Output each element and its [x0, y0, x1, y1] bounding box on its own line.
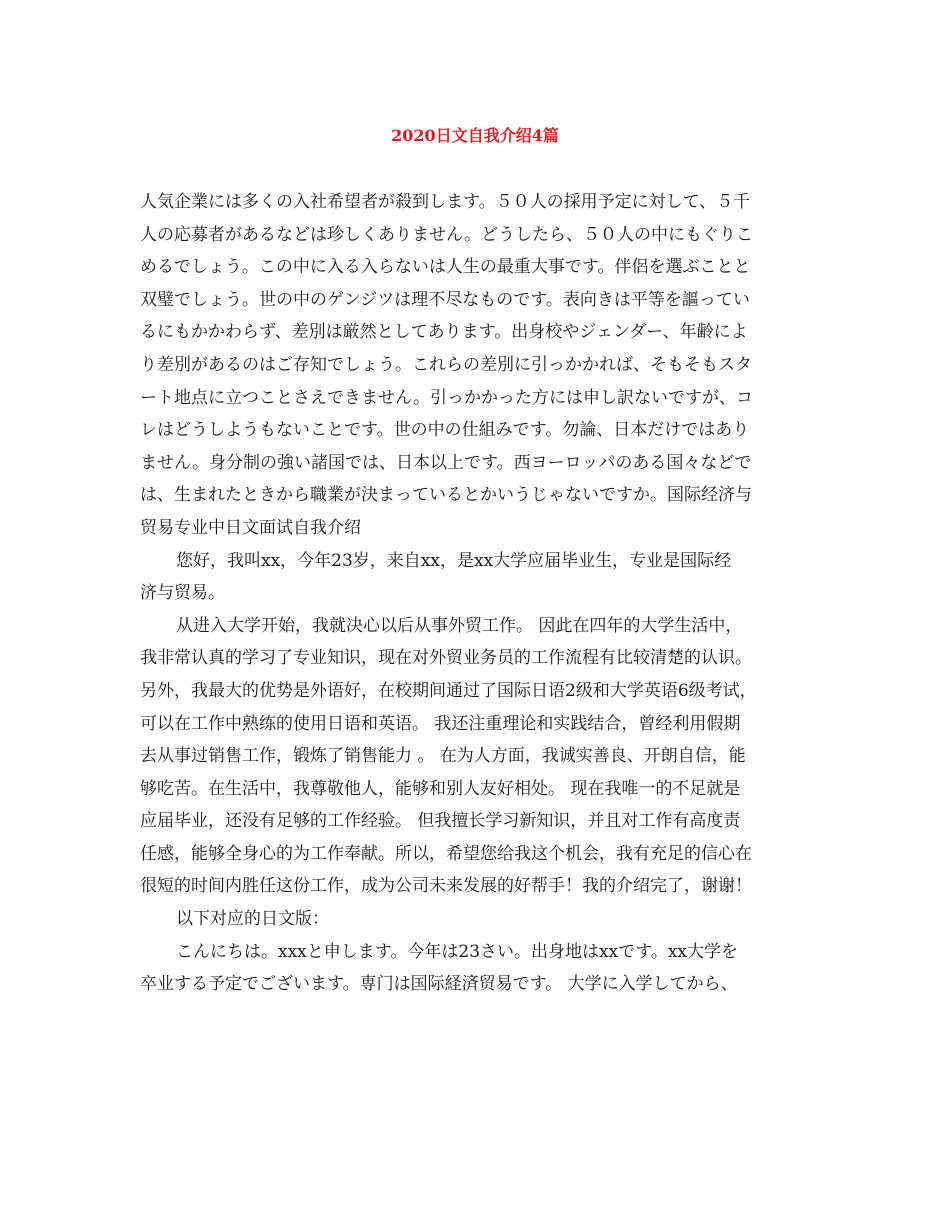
text-line: 够吃苦。在生活中，我尊敬他人，能够和别人友好相处。 现在我唯一的不足就是 [140, 778, 741, 799]
text-line: 应届毕业，还没有足够的工作经验。 但我擅长学习新知识，并且对工作有高度责 [140, 811, 741, 832]
document-title: 2020日文自我介绍4篇 [391, 126, 559, 145]
text-line: 以下对应的日文版： [176, 909, 329, 930]
text-line: 很短的时间内胜任这份工作，成为公司未来发展的好帮手！我的介绍完了，谢谢！ [140, 876, 752, 897]
text-line: 我非常认真的学习了专业知识，现在对外贸业务员的工作流程有比较清楚的认识。 [140, 648, 752, 669]
paragraph-japanese-version [140, 936, 815, 1001]
text-line: 另外，我最大的优势是外语好，在校期间通过了国际日语2级和大学英语6级考试， [140, 680, 757, 701]
text-line: 济与贸易。 [140, 583, 225, 604]
text-line: 人気企業には多くの入社希望者が殺到します。５０人の採用予定に対して、５千 [140, 192, 751, 212]
text-line: 您好，我叫xx，今年23岁，来自xx，是xx大学应届毕业生，专业是国际经 [176, 550, 732, 571]
text-line: 从进入大学开始，我就决心以后从事外贸工作。 因此在四年的大学生活中， [176, 615, 743, 636]
text-line: 人の応募者があるなどは珍しくありません。どうしたら、５０人の中にもぐりこ [140, 224, 754, 245]
text-line: 贸易专业中日文面试自我介绍 [140, 517, 361, 538]
text-line: 卒业する予定でございます。専门は国际経済贸易です。 大学に入学してから、 [140, 974, 738, 995]
text-line: こんにちは。xxxと申します。今年は23さい。出身地はxxです。xx大学を [176, 941, 739, 962]
text-line: ート地点に立つことさえできません。引っかかった方には申し訳ないですが、コ [140, 387, 754, 408]
text-line: 双璧でしょう。世の中のゲンジツは理不尽なものです。表向きは平等を謳ってい [140, 289, 750, 310]
paragraph-japanese-intro [140, 186, 815, 545]
text-line: るにもかかわらず、差別は厳然としてあります。出身校やジェンダー、年齢によ [140, 322, 748, 343]
text-line: 去从事过销售工作，锻炼了销售能力 。 在为人方面，我诚实善良、开朗自信，能 [140, 746, 746, 767]
text-line: めるでしょう。この中に入る入らないは人生の最重大事です。伴侶を選ぶことと [140, 257, 751, 278]
text-line: り差別があるのはご存知でしょう。これらの差別に引っかかれば、そもそもスタ [140, 354, 752, 375]
document-body [140, 186, 815, 1001]
paragraph-self-introduction [140, 610, 815, 903]
text-line: 可以在工作中熟练的使用日语和英语。 我还注重理论和实践结合，曾经利用假期 [140, 713, 741, 734]
text-line: レはどうしようもないことです。世の中の仕組みです。勿論、日本だけではあり [140, 420, 750, 441]
paragraph-japanese-version-heading [140, 903, 815, 936]
text-line: は、生まれたときから職業が決まっているとかいうじゃないですか。国际经济与 [140, 485, 752, 506]
text-line: ません。身分制の強い諸国では、日本以上です。西ヨーロッパのある国々などで [140, 452, 752, 473]
text-line: 任感，能够全身心的为工作奉献。所以，希望您给我这个机会，我有充足的信心在 [140, 843, 752, 864]
paragraph-greeting [140, 545, 815, 610]
